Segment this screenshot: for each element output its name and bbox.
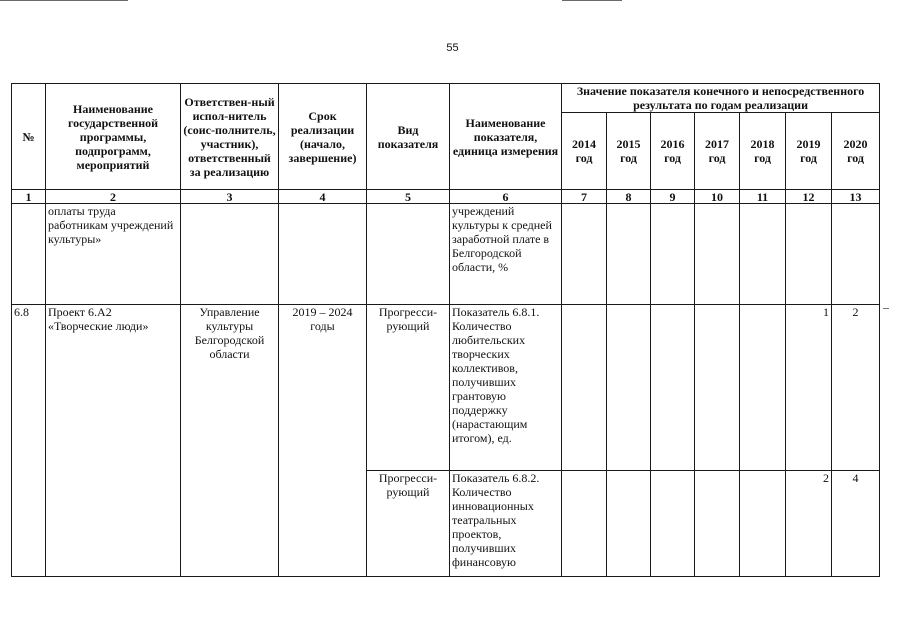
cell-empty bbox=[562, 204, 607, 305]
header-executor: Ответствен-ный испол-нитель (соис-полнитель, участник), ответственный за реализацию bbox=[181, 84, 279, 190]
header-year: 2019 год bbox=[786, 113, 832, 190]
cell-empty bbox=[832, 204, 880, 305]
column-number: 4 bbox=[279, 190, 367, 204]
header-name: Наименование государственной программы, подпрограмм, мероприятий bbox=[46, 84, 181, 190]
column-number: 9 bbox=[651, 190, 695, 204]
cell-indicator-text: Показатель 6.8.2. Количество инновационных театральных проектов, получивших финансовую bbox=[450, 471, 562, 577]
header-values-group: Значение показателя конечного и непосредственного результата по годам реализации bbox=[562, 84, 880, 113]
cell-value-2020: 4 bbox=[832, 471, 880, 577]
cell-period: 2019 – 2024 годы bbox=[279, 305, 367, 577]
header-period: Срок реализации (начало, завершение) bbox=[279, 84, 367, 190]
cell-executor: Управление культуры Белгородской области bbox=[181, 305, 279, 577]
column-number-row bbox=[12, 190, 880, 204]
column-number: 7 bbox=[562, 190, 607, 204]
cell-empty bbox=[279, 204, 367, 305]
column-number: 13 bbox=[832, 190, 880, 204]
cell-name-continuation: оплаты труда работникам учреждений культуры» bbox=[46, 204, 181, 305]
scan-edge-left bbox=[0, 0, 128, 1]
header-year: 2020 год bbox=[832, 113, 880, 190]
cell-empty bbox=[607, 204, 651, 305]
header-year: 2015 год bbox=[607, 113, 651, 190]
cell-empty bbox=[181, 204, 279, 305]
cell-value-2015 bbox=[607, 305, 651, 471]
column-number: 12 bbox=[786, 190, 832, 204]
header-type: Вид показателя bbox=[367, 84, 450, 190]
cell-indicator-type: Прогресси-рующий bbox=[367, 471, 450, 577]
column-number: 8 bbox=[607, 190, 651, 204]
cell-value-2020: 2 bbox=[832, 305, 880, 471]
column-number: 2 bbox=[46, 190, 181, 204]
cell-value-2019: 2 bbox=[786, 471, 832, 577]
cell-value-2016 bbox=[651, 471, 695, 577]
table-row-continuation bbox=[12, 204, 880, 305]
cell-project-name: Проект 6.А2 «Творческие люди» bbox=[46, 305, 181, 577]
cell-indicator-type: Прогресси-рующий bbox=[367, 305, 450, 471]
cell-indicator-text: Показатель 6.8.1. Количество любительских творческих коллективов, получивших грантовую поддержку (нарастающим итогом), ед. bbox=[450, 305, 562, 471]
cell-row-number: 6.8 bbox=[12, 305, 46, 577]
cell-value-2015 bbox=[607, 471, 651, 577]
cell-empty bbox=[695, 204, 740, 305]
column-number: 5 bbox=[367, 190, 450, 204]
header-year: 2018 год bbox=[740, 113, 786, 190]
cell-value-2016 bbox=[651, 305, 695, 471]
scan-mark bbox=[883, 308, 889, 309]
header-no: № bbox=[12, 84, 46, 190]
table-row-6-8-indicator-1 bbox=[12, 305, 880, 471]
column-number: 3 bbox=[181, 190, 279, 204]
indicators-table bbox=[11, 83, 880, 577]
header-indicator: Наименование показателя, единица измерения bbox=[450, 84, 562, 190]
column-number: 1 bbox=[12, 190, 46, 204]
cell-value-2014 bbox=[562, 305, 607, 471]
column-number: 11 bbox=[740, 190, 786, 204]
cell-indicator-continuation: учреждений культуры к средней заработной плате в Белгородской области, % bbox=[450, 204, 562, 305]
cell-empty bbox=[12, 204, 46, 305]
scan-edge-right bbox=[562, 0, 622, 1]
header-year: 2014 год bbox=[562, 113, 607, 190]
cell-value-2019: 1 bbox=[786, 305, 832, 471]
cell-empty bbox=[740, 204, 786, 305]
cell-value-2018 bbox=[740, 305, 786, 471]
header-year: 2017 год bbox=[695, 113, 740, 190]
cell-empty bbox=[367, 204, 450, 305]
page-number: 55 bbox=[446, 42, 459, 54]
column-number: 6 bbox=[450, 190, 562, 204]
cell-value-2018 bbox=[740, 471, 786, 577]
cell-empty bbox=[786, 204, 832, 305]
cell-value-2017 bbox=[695, 305, 740, 471]
cell-empty bbox=[651, 204, 695, 305]
header-year: 2016 год bbox=[651, 113, 695, 190]
column-number: 10 bbox=[695, 190, 740, 204]
cell-value-2014 bbox=[562, 471, 607, 577]
cell-value-2017 bbox=[695, 471, 740, 577]
